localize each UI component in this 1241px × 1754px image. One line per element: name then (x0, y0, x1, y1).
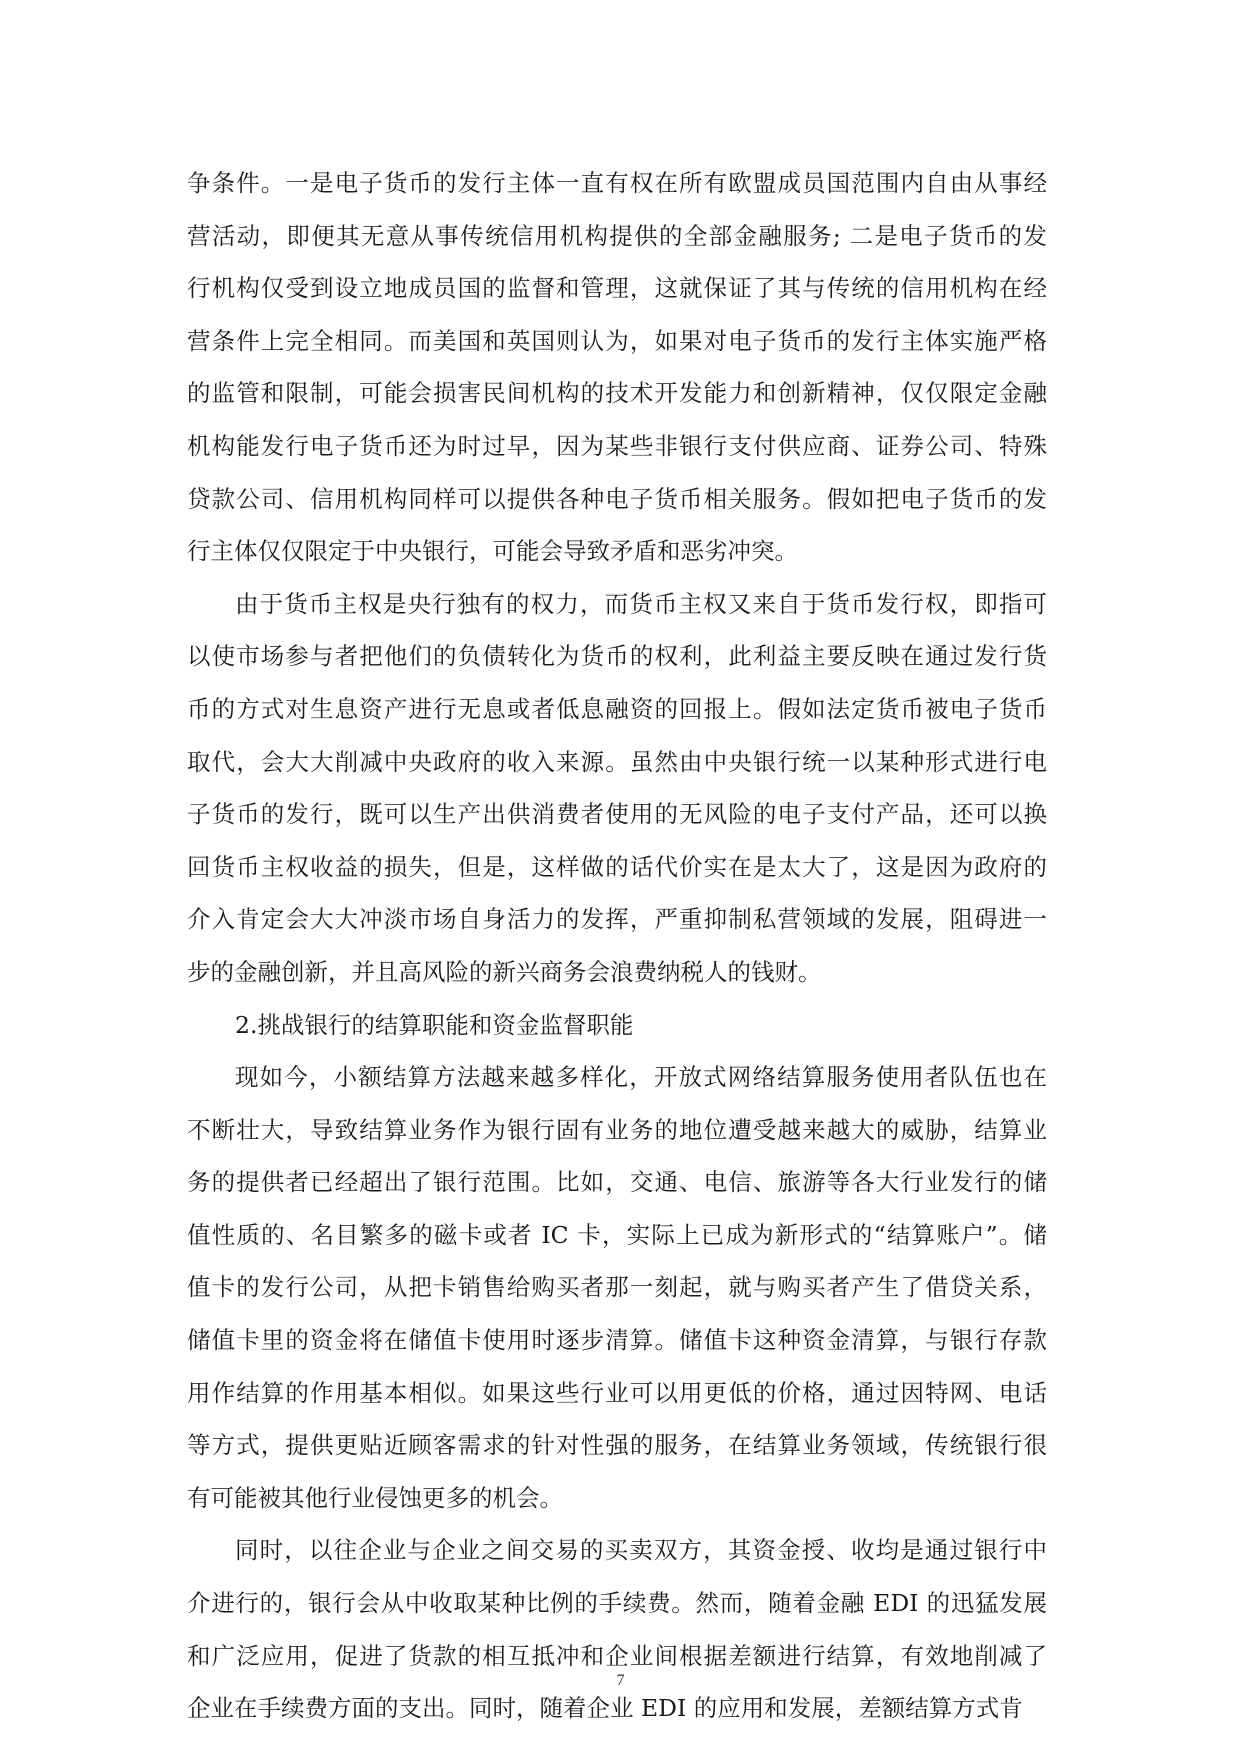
text-line: 行主体仅仅限定于中央银行，可能会导致矛盾和恶劣冲突。 (187, 537, 798, 566)
text-line: 储值卡里的资金将在储值卡使用时逐步清算。储值卡这种资金清算，与银行存款 (187, 1326, 1047, 1355)
text-line: 值卡的发行公司，从把卡销售给购买者那一刻起，就与购买者产生了借贷关系， (187, 1273, 1047, 1302)
text-line: 营活动，即便其无意从事传统信用机构提供的全部金融服务; 二是电子货币的发 (187, 221, 1047, 250)
text-line: 同时，以往企业与企业之间交易的买卖双方，其资金授、收均是通过银行中 (235, 1536, 1047, 1565)
text-line: 2.挑战银行的结算职能和资金监督职能 (235, 1010, 634, 1039)
text-line: 不断壮大，导致结算业务作为银行固有业务的地位遭受越来越大的威胁，结算业 (187, 1115, 1047, 1144)
paragraph (187, 1051, 1047, 1524)
text-line: 取代，会大大削减中央政府的收入来源。虽然由中央银行统一以某种形式进行电 (187, 747, 1047, 776)
text-line: 现如今，小额结算方法越来越多样化，开放式网络结算服务使用者队伍也在 (235, 1063, 1047, 1092)
text-line: 争条件。一是电子货币的发行主体一直有权在所有欧盟成员国范围内自由从事经 (187, 169, 1047, 197)
page-number: 7 (616, 1672, 625, 1689)
text-line: 行机构仅受到设立地成员国的监督和管理，这就保证了其与传统的信用机构在经 (187, 274, 1047, 303)
text-line: 步的金融创新，并且高风险的新兴商务会浪费纳税人的钱财。 (187, 957, 822, 986)
text-line: 值性质的、名目繁多的磁卡或者 IC 卡，实际上已成为新形式的“结算账户”。储 (187, 1220, 1047, 1249)
text-line: 回货币主权收益的损失，但是，这样做的话代价实在是太大了，这是因为政府的 (187, 852, 1047, 881)
text-line: 有可能被其他行业侵蚀更多的机会。 (187, 1483, 563, 1512)
text-line: 机构能发行电子货币还为时过早，因为某些非银行支付供应商、证券公司、特殊 (187, 431, 1047, 460)
text-line: 子货币的发行，既可以生产出供消费者使用的无风险的电子支付产品，还可以换 (187, 800, 1047, 829)
paragraph (187, 999, 1047, 1052)
body-text (187, 157, 1047, 1735)
text-line: 等方式，提供更贴近顾客需求的针对性强的服务，在结算业务领域，传统银行很 (187, 1431, 1047, 1460)
text-line: 币的方式对生息资产进行无息或者低息融资的回报上。假如法定货币被电子货币 (187, 694, 1047, 723)
text-line: 介入肯定会大大冲淡市场自身活力的发挥，严重抑制私营领域的发展，阻碍进一 (187, 905, 1047, 934)
text-line: 由于货币主权是央行独有的权力，而货币主权又来自于货币发行权，即指可 (235, 589, 1047, 618)
text-line: 介进行的，银行会从中收取某种比例的手续费。然而，随着金融 EDI 的迅猛发展 (187, 1589, 1047, 1618)
text-line: 和广泛应用，促进了货款的相互抵冲和企业间根据差额进行结算，有效地削减了 (187, 1641, 1047, 1670)
paragraph (187, 157, 1047, 578)
text-line: 贷款公司、信用机构同样可以提供各种电子货币相关服务。假如把电子货币的发 (187, 484, 1047, 513)
text-line: 企业在手续费方面的支出。同时，随着企业 EDI 的应用和发展，差额结算方式肯 (187, 1694, 1023, 1723)
text-line: 营条件上完全相同。而美国和英国则认为，如果对电子货币的发行主体实施严格 (187, 326, 1047, 355)
paragraph (187, 578, 1047, 999)
text-line: 以使市场参与者把他们的负债转化为货币的权利，此利益主要反映在通过发行货 (187, 642, 1047, 671)
text-line: 的监管和限制，可能会损害民间机构的技术开发能力和创新精神，仅仅限定金融 (187, 379, 1047, 408)
text-line: 务的提供者已经超出了银行范围。比如，交通、电信、旅游等各大行业发行的储 (187, 1168, 1047, 1197)
text-line: 用作结算的作用基本相似。如果这些行业可以用更低的价格，通过因特网、电话 (187, 1378, 1047, 1407)
paragraph (187, 1524, 1047, 1734)
